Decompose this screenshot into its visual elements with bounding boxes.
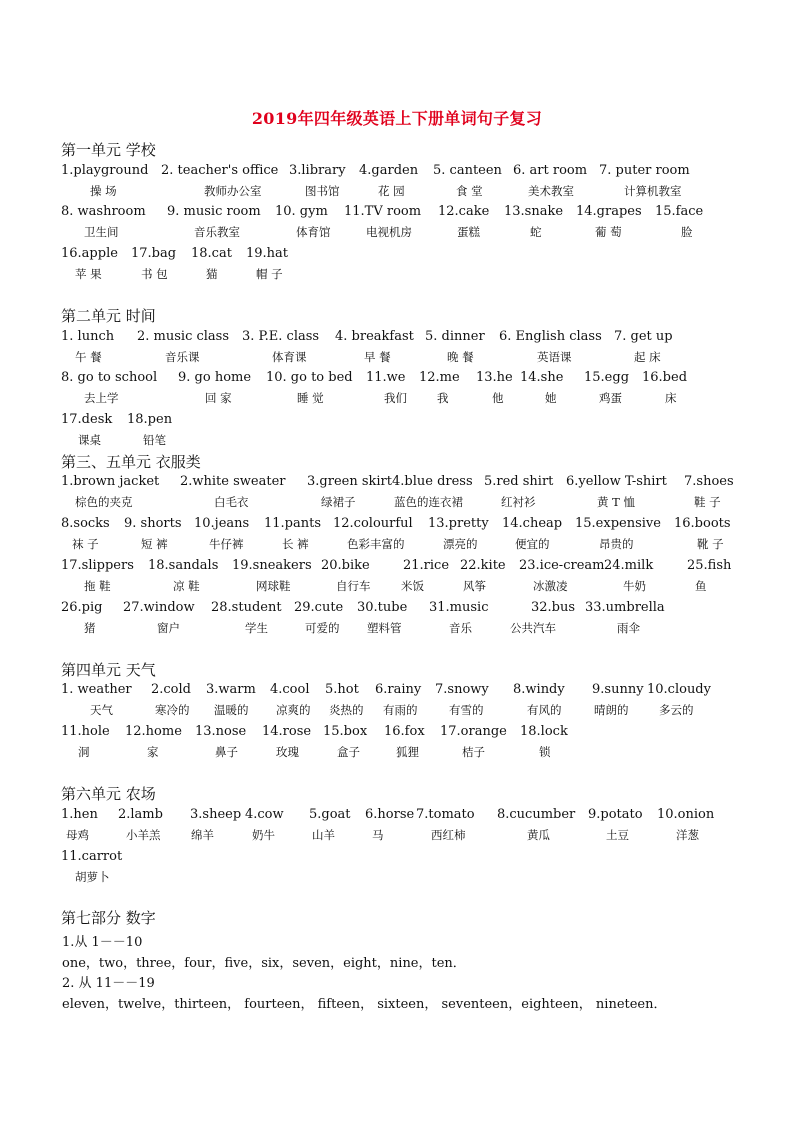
english-word: 8.socks — [61, 516, 110, 531]
english-word: 14.cheap — [502, 516, 563, 531]
chinese-meaning: 食 堂 — [456, 184, 483, 198]
chinese-meaning: 图书馆 — [305, 184, 340, 198]
chinese-meaning: 有风的 — [527, 703, 562, 717]
english-word: 6. art room — [513, 163, 588, 178]
english-word: 11.carrot — [61, 849, 123, 864]
chinese-meaning: 窗户 — [157, 621, 180, 635]
chinese-meaning: 可爱的 — [305, 621, 340, 635]
english-word: 12.cake — [438, 204, 490, 219]
english-word: 13.he — [476, 370, 513, 385]
english-word: 19.sneakers — [232, 558, 312, 573]
english-word: 17.orange — [440, 724, 507, 739]
chinese-meaning: 蓝色的连衣裙 — [394, 495, 463, 509]
english-word: 4.cool — [270, 682, 310, 697]
chinese-meaning: 体育馆 — [296, 225, 331, 239]
english-word: 9. shorts — [124, 516, 182, 531]
chinese-meaning: 有雪的 — [449, 703, 484, 717]
english-word: 31.music — [429, 600, 489, 615]
chinese-meaning: 多云的 — [659, 703, 694, 717]
english-word: 7. get up — [614, 329, 673, 344]
english-word: 18.pen — [127, 412, 173, 427]
chinese-meaning: 棕色的夹克 — [75, 495, 133, 509]
chinese-meaning: 靴 子 — [697, 537, 724, 551]
english-word: 3.sheep — [190, 807, 242, 822]
english-word: 13.snake — [504, 204, 564, 219]
chinese-meaning: 她 — [545, 391, 557, 405]
chinese-meaning: 晴朗的 — [594, 703, 629, 717]
english-word: 3.green skirt — [307, 474, 392, 489]
chinese-meaning: 音乐 — [449, 621, 472, 635]
english-word: 15.expensive — [575, 516, 661, 531]
chinese-meaning: 锁 — [539, 745, 551, 759]
english-word: 8.cucumber — [497, 807, 576, 822]
english-word: 8.windy — [513, 682, 565, 697]
english-word: 23.ice-cream — [519, 558, 605, 573]
chinese-meaning: 回 家 — [205, 391, 232, 405]
number-range-label: 2. 从 11－－19 — [62, 976, 155, 991]
english-word: 12.home — [125, 724, 182, 739]
chinese-meaning: 计算机教室 — [624, 184, 682, 198]
chinese-meaning: 教师办公室 — [204, 184, 262, 198]
chinese-meaning: 猫 — [206, 267, 218, 281]
chinese-meaning: 炎热的 — [329, 703, 364, 717]
english-word: 21.rice — [403, 558, 450, 573]
english-word: 1.brown jacket — [61, 474, 160, 489]
chinese-meaning: 帽 子 — [256, 267, 283, 281]
english-word: 3. P.E. class — [242, 329, 320, 344]
english-word: 9. go home — [178, 370, 252, 385]
chinese-meaning: 土豆 — [606, 828, 629, 842]
chinese-meaning: 色彩丰富的 — [347, 537, 405, 551]
chinese-meaning: 风筝 — [463, 579, 486, 593]
number-range-label: 1.从 1－－10 — [62, 935, 143, 950]
english-word: 25.fish — [687, 558, 732, 573]
english-word: 1.hen — [61, 807, 98, 822]
chinese-meaning: 西红柿 — [431, 828, 466, 842]
english-word: 26.pig — [61, 600, 103, 615]
chinese-meaning: 塑料管 — [367, 621, 402, 635]
english-word: 2. teacher's office — [161, 163, 279, 178]
english-word: 16.boots — [674, 516, 731, 531]
english-word: 10. gym — [275, 204, 328, 219]
chinese-meaning: 睡 觉 — [297, 391, 324, 405]
section-heading: 第四单元 天气 — [61, 661, 156, 679]
chinese-meaning: 母鸡 — [66, 828, 89, 842]
chinese-meaning: 便宜的 — [515, 537, 550, 551]
chinese-meaning: 冰激凌 — [533, 579, 568, 593]
english-word: 16.bed — [642, 370, 688, 385]
chinese-meaning: 英语课 — [537, 350, 572, 364]
english-word: 7.tomato — [416, 807, 475, 822]
section-heading: 第一单元 学校 — [61, 141, 156, 159]
chinese-meaning: 体育课 — [272, 350, 307, 364]
chinese-meaning: 小羊羔 — [126, 828, 161, 842]
chinese-meaning: 米饭 — [401, 579, 424, 593]
english-word: 5. canteen — [433, 163, 502, 178]
english-word: 11.TV room — [344, 204, 422, 219]
chinese-meaning: 拖 鞋 — [84, 579, 111, 593]
english-word: 1. lunch — [61, 329, 115, 344]
english-word: 7.snowy — [435, 682, 489, 697]
english-word: 6.yellow T-shirt — [566, 474, 667, 489]
chinese-meaning: 铅笔 — [143, 433, 166, 447]
chinese-meaning: 胡萝卜 — [75, 870, 110, 884]
chinese-meaning: 长 裤 — [282, 537, 309, 551]
chinese-meaning: 早 餐 — [364, 350, 391, 364]
english-word: 17.slippers — [61, 558, 134, 573]
chinese-meaning: 奶牛 — [252, 828, 275, 842]
section-heading: 第二单元 时间 — [61, 307, 156, 325]
english-word: 29.cute — [294, 600, 344, 615]
chinese-meaning: 操 场 — [90, 184, 117, 198]
chinese-meaning: 有雨的 — [383, 703, 418, 717]
english-word: 2.cold — [151, 682, 191, 697]
chinese-meaning: 床 — [665, 391, 677, 405]
chinese-meaning: 昂贵的 — [599, 537, 634, 551]
english-word: 28.student — [211, 600, 282, 615]
english-word: 11.pants — [264, 516, 322, 531]
chinese-meaning: 去上学 — [84, 391, 119, 405]
english-word: 18.lock — [520, 724, 568, 739]
english-word: 19.hat — [246, 246, 289, 261]
chinese-meaning: 凉 鞋 — [173, 579, 200, 593]
chinese-meaning: 蛇 — [530, 225, 542, 239]
chinese-meaning: 美术教室 — [528, 184, 574, 198]
chinese-meaning: 寒冷的 — [155, 703, 190, 717]
chinese-meaning: 红衬衫 — [501, 495, 536, 509]
chinese-meaning: 我 — [437, 391, 449, 405]
english-word: 13.nose — [195, 724, 247, 739]
english-word: 18.sandals — [148, 558, 219, 573]
chinese-meaning: 桔子 — [462, 745, 485, 759]
chinese-meaning: 家 — [147, 745, 159, 759]
english-word: 8. go to school — [61, 370, 158, 385]
chinese-meaning: 洞 — [78, 745, 90, 759]
english-word: 10.jeans — [194, 516, 250, 531]
chinese-meaning: 凉爽的 — [276, 703, 311, 717]
english-word: 5.goat — [309, 807, 351, 822]
chinese-meaning: 鸡蛋 — [599, 391, 622, 405]
chinese-meaning: 鱼 — [695, 579, 707, 593]
chinese-meaning: 鞋 子 — [694, 495, 721, 509]
number-word-list: one，two，three，four，five，six，seven，eight，nine，ten． — [62, 956, 466, 971]
english-word: 15.face — [655, 204, 704, 219]
english-word: 24.milk — [604, 558, 654, 573]
english-word: 22.kite — [460, 558, 506, 573]
chinese-meaning: 马 — [372, 828, 384, 842]
english-word: 3.library — [289, 163, 346, 178]
chinese-meaning: 苹 果 — [75, 267, 102, 281]
english-word: 9. music room — [167, 204, 261, 219]
english-word: 32.bus — [531, 600, 576, 615]
chinese-meaning: 课桌 — [78, 433, 101, 447]
chinese-meaning: 网球鞋 — [256, 579, 291, 593]
number-word-list: eleven，twelve，thirteen， fourteen， fifteen， sixteen， seventeen，eighteen， nineteen． — [62, 997, 667, 1012]
section-heading: 第七部分 数字 — [61, 909, 156, 927]
english-word: 27.window — [123, 600, 195, 615]
chinese-meaning: 卫生间 — [84, 225, 119, 239]
chinese-meaning: 蛋糕 — [457, 225, 480, 239]
chinese-meaning: 晚 餐 — [447, 350, 474, 364]
chinese-meaning: 天气 — [90, 703, 113, 717]
english-word: 15.egg — [584, 370, 630, 385]
chinese-meaning: 音乐课 — [165, 350, 200, 364]
chinese-meaning: 牛仔裤 — [209, 537, 244, 551]
chinese-meaning: 葡 萄 — [595, 225, 622, 239]
english-word: 6.horse — [365, 807, 415, 822]
chinese-meaning: 午 餐 — [75, 350, 102, 364]
chinese-meaning: 他 — [492, 391, 504, 405]
english-word: 17.bag — [131, 246, 177, 261]
english-word: 10. go to bed — [266, 370, 353, 385]
chinese-meaning: 玫瑰 — [276, 745, 299, 759]
english-word: 11.we — [366, 370, 406, 385]
english-word: 5. dinner — [425, 329, 485, 344]
english-word: 7.shoes — [684, 474, 734, 489]
chinese-meaning: 音乐教室 — [194, 225, 240, 239]
chinese-meaning: 学生 — [245, 621, 268, 635]
section-heading: 第六单元 农场 — [61, 785, 156, 803]
english-word: 15.box — [323, 724, 368, 739]
english-word: 2. music class — [137, 329, 230, 344]
english-word: 17.desk — [61, 412, 113, 427]
english-word: 2.white sweater — [180, 474, 286, 489]
english-word: 4. breakfast — [335, 329, 414, 344]
chinese-meaning: 公共汽车 — [510, 621, 556, 635]
chinese-meaning: 黄瓜 — [527, 828, 550, 842]
chinese-meaning: 绵羊 — [191, 828, 214, 842]
chinese-meaning: 温暖的 — [214, 703, 249, 717]
chinese-meaning: 自行车 — [336, 579, 371, 593]
section-heading: 第三、五单元 衣服类 — [61, 453, 201, 471]
english-word: 12.colourful — [333, 516, 413, 531]
english-word: 2.lamb — [118, 807, 163, 822]
chinese-meaning: 绿裙子 — [321, 495, 356, 509]
english-word: 14.she — [520, 370, 564, 385]
english-word: 10.onion — [657, 807, 715, 822]
english-word: 6. English class — [499, 329, 602, 344]
english-word: 16.fox — [384, 724, 425, 739]
english-word: 5.hot — [325, 682, 359, 697]
document-title: 2019年四年级英语上下册单词句子复习 — [251, 109, 543, 128]
chinese-meaning: 花 园 — [378, 184, 405, 198]
chinese-meaning: 雨伞 — [617, 621, 640, 635]
chinese-meaning: 狐狸 — [396, 745, 419, 759]
english-word: 30.tube — [357, 600, 408, 615]
english-word: 4.garden — [359, 163, 419, 178]
chinese-meaning: 鼻子 — [215, 745, 238, 759]
english-word: 5.red shirt — [484, 474, 554, 489]
english-word: 4.blue dress — [392, 474, 473, 489]
chinese-meaning: 白毛衣 — [214, 495, 249, 509]
chinese-meaning: 黄 T 恤 — [597, 495, 635, 509]
english-word: 10.cloudy — [647, 682, 711, 697]
english-word: 16.apple — [61, 246, 118, 261]
english-word: 1. weather — [61, 682, 132, 697]
chinese-meaning: 我们 — [384, 391, 407, 405]
english-word: 1.playground — [61, 163, 149, 178]
english-word: 9.potato — [588, 807, 643, 822]
chinese-meaning: 洋葱 — [676, 828, 699, 842]
chinese-meaning: 牛奶 — [623, 579, 646, 593]
chinese-meaning: 短 裤 — [141, 537, 168, 551]
english-word: 14.rose — [262, 724, 312, 739]
english-word: 4.cow — [245, 807, 284, 822]
english-word: 8. washroom — [61, 204, 146, 219]
chinese-meaning: 电视机房 — [366, 225, 412, 239]
english-word: 14.grapes — [576, 204, 642, 219]
english-word: 20.bike — [321, 558, 370, 573]
english-word: 12.me — [419, 370, 460, 385]
english-word: 13.pretty — [428, 516, 489, 531]
english-word: 6.rainy — [375, 682, 422, 697]
english-word: 11.hole — [61, 724, 110, 739]
english-word: 9.sunny — [592, 682, 644, 697]
english-word: 18.cat — [191, 246, 232, 261]
chinese-meaning: 袜 子 — [72, 537, 99, 551]
chinese-meaning: 书 包 — [141, 267, 168, 281]
chinese-meaning: 漂亮的 — [443, 537, 478, 551]
chinese-meaning: 脸 — [681, 225, 693, 239]
chinese-meaning: 起 床 — [634, 350, 661, 364]
english-word: 7. puter room — [599, 163, 690, 178]
english-word: 33.umbrella — [585, 600, 665, 615]
chinese-meaning: 盒子 — [337, 745, 360, 759]
chinese-meaning: 山羊 — [312, 828, 335, 842]
english-word: 3.warm — [206, 682, 256, 697]
chinese-meaning: 猪 — [84, 621, 96, 635]
